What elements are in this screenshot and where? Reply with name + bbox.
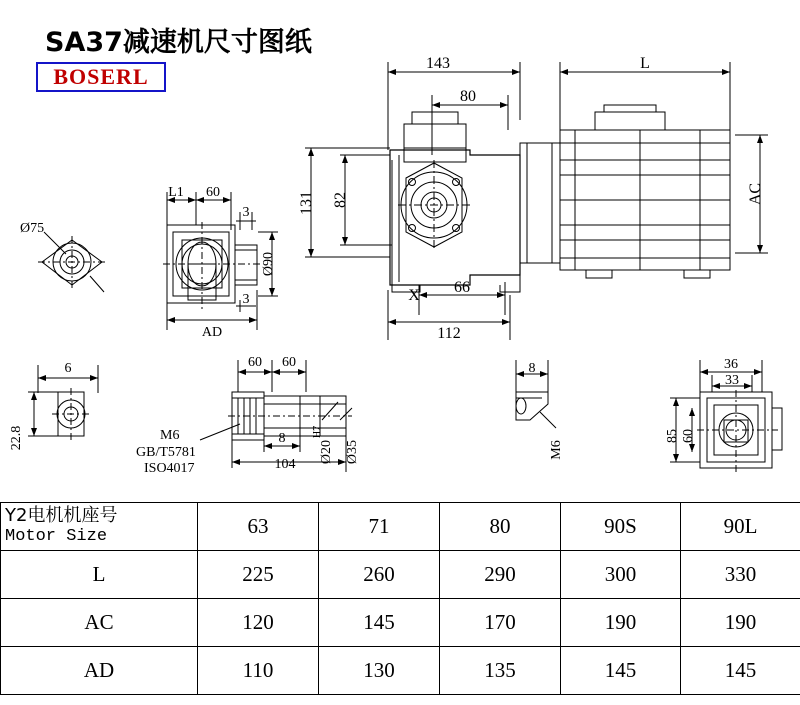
cell-AC-90S: 190 [561,599,681,647]
label-m6-2: M6 [549,440,564,460]
table-header-size-0: 63 [198,503,319,551]
dim-L: L [640,55,650,72]
cell-AD-90S: 145 [561,647,681,695]
table-header-row [1,503,800,551]
dim-104: 104 [274,457,296,472]
row-label-AC: AC [1,599,198,647]
dim-3-lower: 3 [242,292,250,307]
dim-8-right: 8 [528,361,536,376]
dim-66: 66 [454,279,470,296]
dim-diam-75: Ø75 [20,221,45,236]
label-m6-1: M6 [160,428,180,443]
table-header-size-1: 71 [319,503,440,551]
dim-8-mid: 8 [278,431,286,446]
dim-AC: AC [747,182,764,206]
specification-table [0,502,800,695]
row-label-L: L [1,551,198,599]
cell-L-80: 290 [440,551,561,599]
dim-80: 80 [460,88,476,105]
dim-131: 131 [298,191,315,215]
dim-diam-90: Ø90 [261,251,276,277]
dim-3-upper: 3 [242,205,250,220]
dim-36: 36 [724,357,738,372]
table-row [1,647,800,695]
dim-33: 33 [725,373,739,388]
cell-L-63: 225 [198,551,319,599]
dim-60-c: 60 [681,429,696,443]
dim-22-8: 22.8 [9,425,24,451]
dim-82: 82 [332,192,349,208]
cell-L-90L: 330 [681,551,800,599]
dim-6: 6 [64,361,72,376]
dim-112: 112 [437,325,461,342]
dim-60-a: 60 [248,355,262,370]
dim-143: 143 [426,55,450,72]
dim-AD: AD [201,325,223,340]
table-header-label-cn: Y2电机机座号 [5,505,118,527]
dim-60-top: 60 [206,185,220,200]
dim-L1: L1 [168,185,184,200]
table-header-label [1,503,198,551]
table-header-size-3: 90S [561,503,681,551]
cell-AC-63: 120 [198,599,319,647]
cell-L-90S: 300 [561,551,681,599]
label-iso: ISO4017 [144,461,195,476]
cell-AC-71: 145 [319,599,440,647]
cell-AD-80: 135 [440,647,561,695]
dim-diam-35: Ø35 [345,439,360,465]
brand-logo-text: BOSERL [53,64,149,89]
cell-AD-90L: 145 [681,647,800,695]
cell-AD-63: 110 [198,647,319,695]
cell-AC-80: 170 [440,599,561,647]
table-row [1,551,800,599]
table-header-size-2: 80 [440,503,561,551]
dim-20-tolerance: H7 [312,425,323,439]
table-header-label-en: Motor Size [5,527,108,547]
cell-AD-71: 130 [319,647,440,695]
dim-85: 85 [665,429,680,443]
table-header-size-4: 90L [681,503,800,551]
cell-L-71: 260 [319,551,440,599]
table-row [1,599,800,647]
dim-60-b: 60 [282,355,296,370]
dim-X: X [408,287,420,304]
label-gb: GB/T5781 [136,445,196,460]
page-title: SA37减速机尺寸图纸 [45,27,312,58]
dim-diam-20: Ø20 [319,439,334,465]
row-label-AD: AD [1,647,198,695]
cell-AC-90L: 190 [681,599,800,647]
